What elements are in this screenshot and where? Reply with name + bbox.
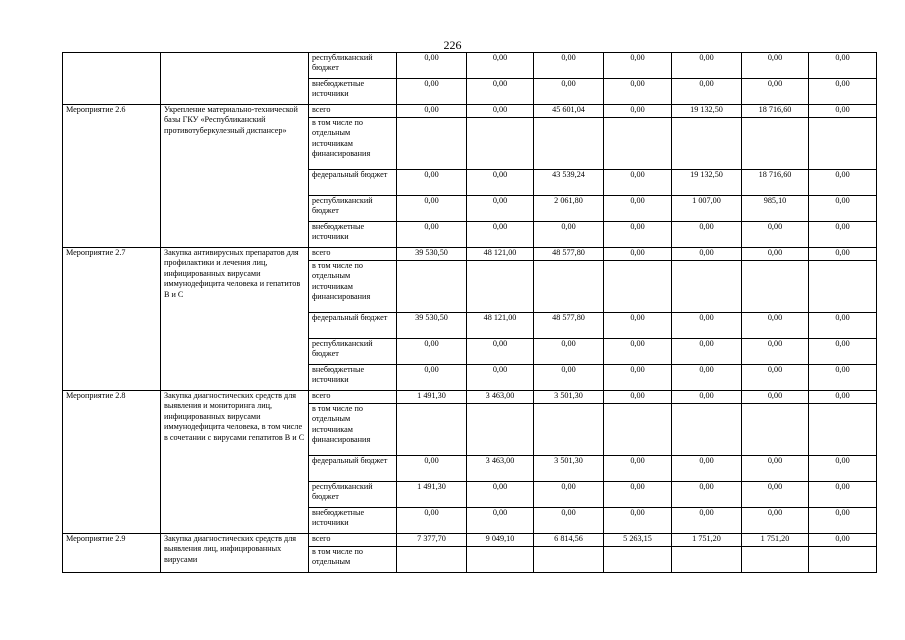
event-2-value-4: 0,00 — [604, 248, 672, 261]
event-1-value-7: 0,00 — [809, 105, 877, 118]
event-1-value-2 — [467, 118, 534, 170]
event-1-value-5: 0,00 — [672, 222, 742, 248]
continuation-value-3: 0,00 — [534, 79, 604, 105]
event-2-value-7: 0,00 — [809, 313, 877, 339]
event-4-value-3: 6 814,56 — [534, 534, 604, 547]
continuation-value-6: 0,00 — [742, 79, 809, 105]
event-4-value-4: 5 263,15 — [604, 534, 672, 547]
event-4-value-2 — [467, 547, 534, 573]
event-3-value-1: 1 491,30 — [397, 391, 467, 404]
event-2-value-5: 0,00 — [672, 339, 742, 365]
event-2-value-5: 0,00 — [672, 365, 742, 391]
continuation-value-2: 0,00 — [467, 53, 534, 79]
budget-table — [62, 52, 877, 573]
event-1-value-4: 0,00 — [604, 105, 672, 118]
event-2-value-4 — [604, 261, 672, 313]
event-4-value-2: 9 049,10 — [467, 534, 534, 547]
event-3-value-7 — [809, 404, 877, 456]
event-1-value-6: 0,00 — [742, 222, 809, 248]
event-3-value-5: 0,00 — [672, 456, 742, 482]
event-1-source: республиканский бюджет — [309, 196, 397, 222]
event-2-source: республиканский бюджет — [309, 339, 397, 365]
continuation-value-1: 0,00 — [397, 53, 467, 79]
event-2-value-2 — [467, 261, 534, 313]
event-2-value-6: 0,00 — [742, 339, 809, 365]
event-3-value-2: 0,00 — [467, 482, 534, 508]
event-1-value-4: 0,00 — [604, 196, 672, 222]
event-2-value-7: 0,00 — [809, 248, 877, 261]
event-description: Закупка диагностических средств для выявления и мониторинга лиц, инфицированных вирусами иммунодефицита человека, в том числе в сочетании с вирусами гепатитов В и С — [161, 391, 309, 534]
event-1-value-3: 2 061,80 — [534, 196, 604, 222]
event-1-value-5 — [672, 118, 742, 170]
event-4-value-6: 1 751,20 — [742, 534, 809, 547]
event-2-value-4: 0,00 — [604, 339, 672, 365]
event-4-value-1: 7 377,70 — [397, 534, 467, 547]
event-3-value-6: 0,00 — [742, 482, 809, 508]
event-1-value-1 — [397, 118, 467, 170]
event-name: Мероприятие 2.8 — [63, 391, 161, 534]
event-3-value-6: 0,00 — [742, 391, 809, 404]
event-1-value-6: 18 716,60 — [742, 105, 809, 118]
event-3-source: всего — [309, 391, 397, 404]
event-4-value-5: 1 751,20 — [672, 534, 742, 547]
event-3-source: республиканский бюджет — [309, 482, 397, 508]
event-3-value-3: 0,00 — [534, 508, 604, 534]
event-3-value-4: 0,00 — [604, 508, 672, 534]
event-2-source: федеральный бюджет — [309, 313, 397, 339]
table-row — [63, 53, 877, 79]
event-2-value-6 — [742, 261, 809, 313]
event-1-value-5: 19 132,50 — [672, 170, 742, 196]
event-2-source: в том числе по отдельным источникам финансирования — [309, 261, 397, 313]
event-1-value-1: 0,00 — [397, 196, 467, 222]
event-1-value-6: 18 716,60 — [742, 170, 809, 196]
event-3-value-7: 0,00 — [809, 508, 877, 534]
event-description: Закупка диагностических средств для выявления лиц, инфицированных вирусами — [161, 534, 309, 573]
event-1-source: в том числе по отдельным источникам финансирования — [309, 118, 397, 170]
event-3-value-4: 0,00 — [604, 482, 672, 508]
event-3-source: в том числе по отдельным источникам финансирования — [309, 404, 397, 456]
event-2-value-4: 0,00 — [604, 365, 672, 391]
event-2-value-2: 48 121,00 — [467, 313, 534, 339]
continuation-value-4: 0,00 — [604, 79, 672, 105]
event-3-value-3: 3 501,30 — [534, 391, 604, 404]
event-1-source: федеральный бюджет — [309, 170, 397, 196]
event-4-value-1 — [397, 547, 467, 573]
event-1-value-7: 0,00 — [809, 196, 877, 222]
event-2-value-6: 0,00 — [742, 313, 809, 339]
continuation-value-5: 0,00 — [672, 53, 742, 79]
event-2-value-2: 48 121,00 — [467, 248, 534, 261]
event-2-value-4: 0,00 — [604, 313, 672, 339]
event-1-value-4: 0,00 — [604, 170, 672, 196]
event-2-value-2: 0,00 — [467, 339, 534, 365]
event-1-value-1: 0,00 — [397, 105, 467, 118]
event-name: Мероприятие 2.7 — [63, 248, 161, 391]
continuation-value-7: 0,00 — [809, 79, 877, 105]
event-2-source: всего — [309, 248, 397, 261]
event-4-value-5 — [672, 547, 742, 573]
event-3-value-3 — [534, 404, 604, 456]
event-3-value-6 — [742, 404, 809, 456]
event-1-source: внебюджетные источники — [309, 222, 397, 248]
event-1-value-6 — [742, 118, 809, 170]
event-description: Укрепление материально-технической базы ГКУ «Республиканский противотуберкулезный диспансер» — [161, 105, 309, 248]
event-3-source: федеральный бюджет — [309, 456, 397, 482]
event-1-value-3 — [534, 118, 604, 170]
table-row — [63, 248, 877, 261]
continuation-value-5: 0,00 — [672, 79, 742, 105]
event-4-value-7: 0,00 — [809, 534, 877, 547]
event-description: Закупка антивирусных препаратов для профилактики и лечения лиц, инфицированных вирусами иммунодефицита человека и гепатитов В и С — [161, 248, 309, 391]
event-3-value-5: 0,00 — [672, 508, 742, 534]
event-2-value-5: 0,00 — [672, 313, 742, 339]
table-row — [63, 391, 877, 404]
continuation-value-7: 0,00 — [809, 53, 877, 79]
event-name: Мероприятие 2.6 — [63, 105, 161, 248]
event-2-value-3: 0,00 — [534, 339, 604, 365]
event-2-value-1 — [397, 261, 467, 313]
event-3-value-1 — [397, 404, 467, 456]
event-1-value-5: 19 132,50 — [672, 105, 742, 118]
event-3-value-4 — [604, 404, 672, 456]
event-4-source: в том числе по отдельным — [309, 547, 397, 573]
event-2-value-7 — [809, 261, 877, 313]
continuation-value-6: 0,00 — [742, 53, 809, 79]
event-3-value-2: 3 463,00 — [467, 391, 534, 404]
event-1-value-3: 45 601,04 — [534, 105, 604, 118]
continuation-value-3: 0,00 — [534, 53, 604, 79]
event-3-value-7: 0,00 — [809, 482, 877, 508]
event-3-value-6: 0,00 — [742, 456, 809, 482]
event-1-value-1: 0,00 — [397, 170, 467, 196]
event-3-value-1: 0,00 — [397, 456, 467, 482]
event-4-value-7 — [809, 547, 877, 573]
event-1-value-7: 0,00 — [809, 170, 877, 196]
event-2-value-3 — [534, 261, 604, 313]
event-2-value-1: 0,00 — [397, 339, 467, 365]
event-1-value-4 — [604, 118, 672, 170]
event-2-value-1: 0,00 — [397, 365, 467, 391]
event-4-value-3 — [534, 547, 604, 573]
event-3-value-2 — [467, 404, 534, 456]
event-name-cell — [63, 53, 161, 105]
event-1-value-2: 0,00 — [467, 222, 534, 248]
continuation-value-1: 0,00 — [397, 79, 467, 105]
event-3-value-5: 0,00 — [672, 391, 742, 404]
table-row — [63, 105, 877, 118]
event-3-value-3: 3 501,30 — [534, 456, 604, 482]
event-3-value-4: 0,00 — [604, 391, 672, 404]
event-description-cell — [161, 53, 309, 105]
event-2-value-1: 39 530,50 — [397, 313, 467, 339]
event-1-value-2: 0,00 — [467, 105, 534, 118]
event-3-value-5: 0,00 — [672, 482, 742, 508]
event-1-value-3: 0,00 — [534, 222, 604, 248]
event-2-value-2: 0,00 — [467, 365, 534, 391]
event-3-value-1: 1 491,30 — [397, 482, 467, 508]
continuation-source: республиканский бюджет — [309, 53, 397, 79]
event-1-source: всего — [309, 105, 397, 118]
event-3-value-3: 0,00 — [534, 482, 604, 508]
event-1-value-6: 985,10 — [742, 196, 809, 222]
event-4-source: всего — [309, 534, 397, 547]
event-1-value-7 — [809, 118, 877, 170]
continuation-source: внебюджетные источники — [309, 79, 397, 105]
event-3-value-2: 3 463,00 — [467, 456, 534, 482]
page-number: 226 — [443, 38, 462, 52]
event-1-value-5: 1 007,00 — [672, 196, 742, 222]
event-4-value-4 — [604, 547, 672, 573]
event-3-value-2: 0,00 — [467, 508, 534, 534]
event-1-value-7: 0,00 — [809, 222, 877, 248]
event-1-value-4: 0,00 — [604, 222, 672, 248]
event-2-value-6: 0,00 — [742, 365, 809, 391]
event-2-value-7: 0,00 — [809, 339, 877, 365]
event-2-value-5 — [672, 261, 742, 313]
event-3-value-4: 0,00 — [604, 456, 672, 482]
event-3-value-5 — [672, 404, 742, 456]
event-2-value-5: 0,00 — [672, 248, 742, 261]
event-1-value-2: 0,00 — [467, 170, 534, 196]
event-4-value-6 — [742, 547, 809, 573]
event-3-value-1: 0,00 — [397, 508, 467, 534]
event-name: Мероприятие 2.9 — [63, 534, 161, 573]
event-2-value-6: 0,00 — [742, 248, 809, 261]
continuation-value-4: 0,00 — [604, 53, 672, 79]
event-3-source: внебюджетные источники — [309, 508, 397, 534]
event-2-value-1: 39 530,50 — [397, 248, 467, 261]
event-1-value-1: 0,00 — [397, 222, 467, 248]
event-2-value-3: 48 577,80 — [534, 313, 604, 339]
event-2-value-7: 0,00 — [809, 365, 877, 391]
event-2-source: внебюджетные источники — [309, 365, 397, 391]
event-3-value-7: 0,00 — [809, 391, 877, 404]
continuation-value-2: 0,00 — [467, 79, 534, 105]
event-1-value-2: 0,00 — [467, 196, 534, 222]
event-1-value-3: 43 539,24 — [534, 170, 604, 196]
table-row — [63, 534, 877, 547]
event-2-value-3: 0,00 — [534, 365, 604, 391]
event-3-value-7: 0,00 — [809, 456, 877, 482]
event-3-value-6: 0,00 — [742, 508, 809, 534]
event-2-value-3: 48 577,80 — [534, 248, 604, 261]
